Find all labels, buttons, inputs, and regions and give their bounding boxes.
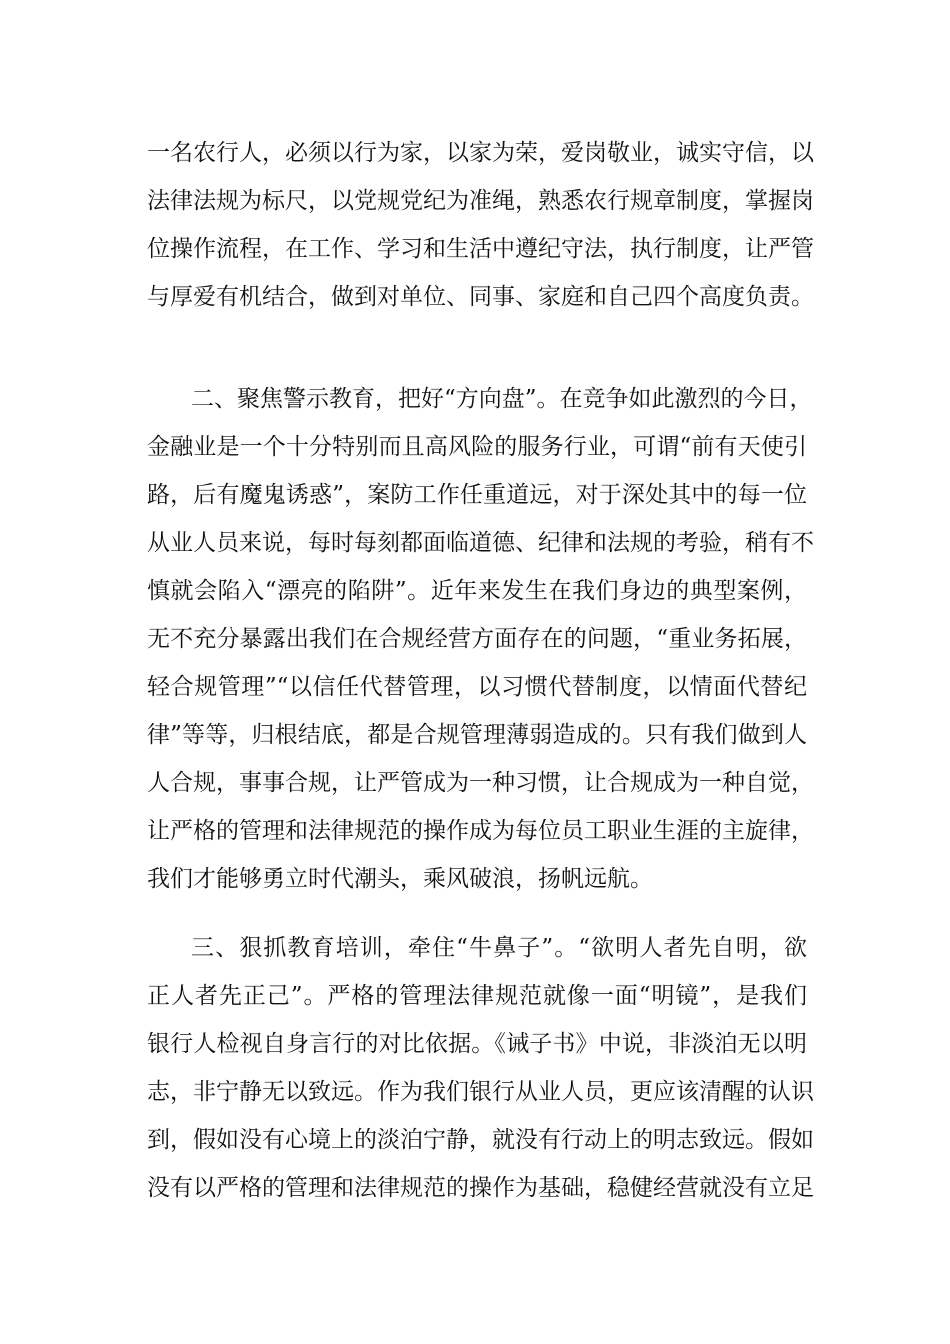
paragraph-line: 我们才能够勇立时代潮头，乘风破浪，扬帆远航。: [147, 866, 653, 892]
paragraph-line: 人合规，事事合规，让严管成为一种习惯，让合规成为一种自觉，: [147, 770, 814, 796]
paragraph-line: 法律法规为标尺，以党规党纪为准绳，熟悉农行规章制度，掌握岗: [147, 188, 814, 214]
paragraph-line: 路，后有魔鬼诱惑”，案防工作任重道远，对于深处其中的每一位: [147, 482, 807, 508]
paragraph-line: 慎就会陷入“漂亮的陷阱”。近年来发生在我们身边的典型案例，: [147, 578, 807, 604]
paragraph-line: 与厚爱有机结合，做到对单位、同事、家庭和自己四个高度负责。: [147, 284, 814, 310]
paragraph-section-two: [147, 375, 814, 903]
paragraph-line: 三、狠抓教育培训，牵住“牛鼻子”。“欲明人者先自明，欲: [191, 935, 807, 961]
paragraph-line: 律”等等，归根结底，都是合规管理薄弱造成的。只有我们做到人: [147, 722, 807, 748]
paragraph-line: 正人者先正己”。严格的管理法律规范就像一面“明镜”，是我们: [147, 983, 807, 1009]
paragraph-section-three: [147, 924, 814, 1212]
paragraph-line: 让严格的管理和法律规范的操作成为每位员工职业生涯的主旋律，: [147, 818, 814, 844]
paragraph-line: 银行人检视自身言行的对比依据。《诫子书》中说，非淡泊无以明: [147, 1031, 807, 1057]
paragraph-line: 从业人员来说，每时每刻都面临道德、纪律和法规的考验，稍有不: [147, 530, 814, 556]
paragraph-line: 二、聚焦警示教育，把好“方向盘”。在竞争如此激烈的今日，: [191, 386, 813, 412]
paragraph-line: 金融业是一个十分特别而且高风险的服务行业，可谓“前有天使引: [147, 434, 807, 460]
paragraph-continuation: [147, 129, 814, 321]
paragraph-line: 轻合规管理”“以信任代替管理，以习惯代替制度，以情面代替纪: [147, 674, 807, 700]
paragraph-line: 位操作流程，在工作、学习和生活中遵纪守法，执行制度，让严管: [147, 236, 814, 262]
paragraph-line: 没有以严格的管理和法律规范的操作为基础，稳健经营就没有立足: [147, 1175, 814, 1201]
paragraph-line: 一名农行人，必须以行为家，以家为荣，爱岗敬业，诚实守信，以: [147, 140, 814, 166]
paragraph-line: 无不充分暴露出我们在合规经营方面存在的问题，“重业务拓展，: [147, 626, 807, 652]
paragraph-line: 到，假如没有心境上的淡泊宁静，就没有行动上的明志致远。假如: [147, 1127, 814, 1153]
paragraph-line: 志，非宁静无以致远。作为我们银行从业人员，更应该清醒的认识: [147, 1079, 814, 1105]
